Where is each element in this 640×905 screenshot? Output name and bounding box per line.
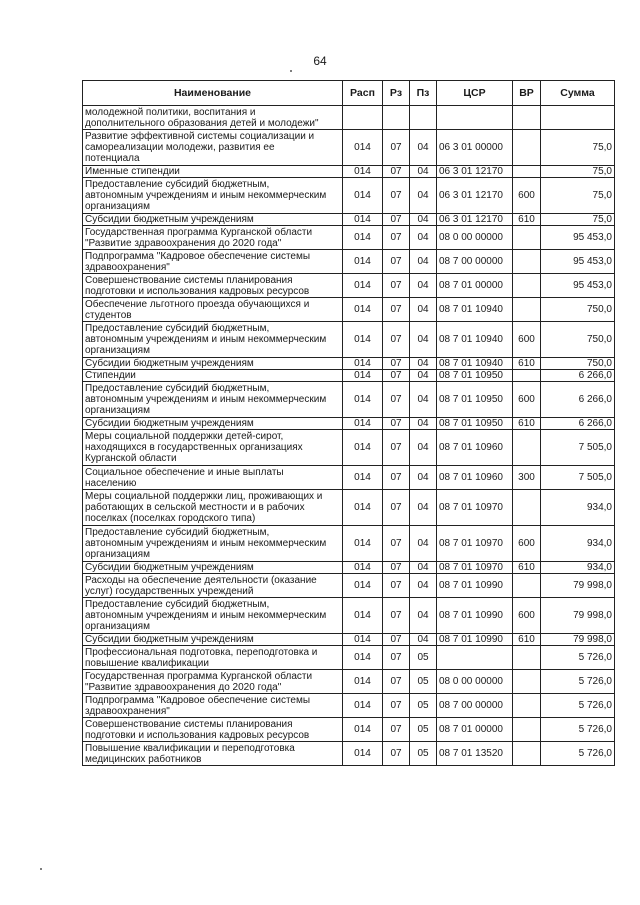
cell-name: Повышение квалификации и переподготовка медицинских работников: [83, 742, 343, 766]
cell-vr: 610: [513, 214, 541, 226]
cell-rz: 07: [383, 670, 410, 694]
cell-vr: 610: [513, 418, 541, 430]
table-row: [83, 526, 615, 562]
cell-rz: 07: [383, 598, 410, 634]
cell-pz: 04: [410, 562, 437, 574]
cell-pz: 04: [410, 574, 437, 598]
cell-vr: 600: [513, 598, 541, 634]
cell-rasp: 014: [343, 634, 383, 646]
cell-csr: 08 7 00 00000: [437, 250, 513, 274]
cell-pz: 04: [410, 490, 437, 526]
cell-pz: 05: [410, 694, 437, 718]
table-row: [83, 358, 615, 370]
cell-rz: 07: [383, 430, 410, 466]
cell-name: Социальное обеспечение и иные выплаты населению: [83, 466, 343, 490]
cell-sum: 934,0: [541, 526, 615, 562]
cell-vr: [513, 106, 541, 130]
cell-vr: [513, 166, 541, 178]
cell-rz: 07: [383, 358, 410, 370]
cell-csr: 08 7 01 10970: [437, 526, 513, 562]
cell-csr: 08 7 01 10940: [437, 358, 513, 370]
budget-table: [82, 80, 615, 766]
cell-sum: 6 266,0: [541, 382, 615, 418]
table-row: [83, 562, 615, 574]
cell-pz: 04: [410, 214, 437, 226]
table-row: [83, 322, 615, 358]
cell-name: Предоставление субсидий бюджетным, автономным учреждениям и иным некоммерческим организациям: [83, 322, 343, 358]
cell-csr: 08 0 00 00000: [437, 670, 513, 694]
column-header-csr: ЦСР: [437, 81, 513, 106]
cell-rz: 07: [383, 526, 410, 562]
cell-csr: 08 7 01 00000: [437, 718, 513, 742]
cell-csr: 08 7 01 10960: [437, 430, 513, 466]
cell-name: Предоставление субсидий бюджетным, автономным учреждениям и иным некоммерческим организациям: [83, 178, 343, 214]
table-header: [83, 81, 615, 106]
cell-rz: 07: [383, 694, 410, 718]
cell-name: Предоставление субсидий бюджетным, автономным учреждениям и иным некоммерческим организациям: [83, 526, 343, 562]
column-header-sum: Сумма: [541, 81, 615, 106]
cell-csr: 08 7 01 10990: [437, 598, 513, 634]
table-row: [83, 466, 615, 490]
cell-pz: 04: [410, 430, 437, 466]
table-row: [83, 742, 615, 766]
cell-vr: 610: [513, 634, 541, 646]
table-row: [83, 646, 615, 670]
cell-csr: 08 7 01 13520: [437, 742, 513, 766]
cell-rasp: 014: [343, 562, 383, 574]
cell-name: Предоставление субсидий бюджетным, автономным учреждениям и иным некоммерческим организациям: [83, 382, 343, 418]
cell-csr: [437, 106, 513, 130]
cell-sum: [541, 106, 615, 130]
cell-pz: [410, 106, 437, 130]
cell-vr: [513, 274, 541, 298]
cell-pz: 04: [410, 226, 437, 250]
cell-rasp: 014: [343, 742, 383, 766]
table-row: [83, 634, 615, 646]
cell-pz: 04: [410, 298, 437, 322]
cell-pz: 04: [410, 526, 437, 562]
cell-rz: 07: [383, 418, 410, 430]
cell-rz: 07: [383, 490, 410, 526]
cell-name: Расходы на обеспечение деятельности (оказание услуг) государственных учреждений: [83, 574, 343, 598]
cell-rz: 07: [383, 250, 410, 274]
table-row: [83, 694, 615, 718]
cell-vr: 600: [513, 322, 541, 358]
table-row: [83, 250, 615, 274]
cell-rz: 07: [383, 718, 410, 742]
cell-name: Подпрограмма "Кадровое обеспечение системы здравоохранения": [83, 250, 343, 274]
cell-csr: 06 3 01 12170: [437, 178, 513, 214]
cell-rz: 07: [383, 214, 410, 226]
cell-csr: 08 7 01 10950: [437, 382, 513, 418]
cell-rz: 07: [383, 226, 410, 250]
cell-rz: 07: [383, 322, 410, 358]
cell-pz: 04: [410, 370, 437, 382]
column-header-rasp: Расп: [343, 81, 383, 106]
table-row: [83, 670, 615, 694]
table-row: [83, 166, 615, 178]
cell-rz: 07: [383, 130, 410, 166]
cell-csr: 08 7 01 10990: [437, 574, 513, 598]
table-row: [83, 370, 615, 382]
cell-rasp: 014: [343, 430, 383, 466]
cell-rz: 07: [383, 634, 410, 646]
cell-pz: 04: [410, 166, 437, 178]
cell-rz: [383, 106, 410, 130]
cell-rasp: 014: [343, 694, 383, 718]
cell-vr: [513, 694, 541, 718]
cell-rz: 07: [383, 166, 410, 178]
cell-csr: 08 0 00 00000: [437, 226, 513, 250]
cell-vr: 610: [513, 562, 541, 574]
cell-rasp: 014: [343, 322, 383, 358]
scan-speck: [290, 70, 292, 72]
cell-name: Предоставление субсидий бюджетным, автономным учреждениям и иным некоммерческим организациям: [83, 598, 343, 634]
cell-csr: 08 7 01 10990: [437, 634, 513, 646]
cell-rasp: 014: [343, 574, 383, 598]
cell-rz: 07: [383, 370, 410, 382]
cell-vr: 600: [513, 382, 541, 418]
cell-sum: 750,0: [541, 358, 615, 370]
cell-sum: 750,0: [541, 298, 615, 322]
cell-rasp: 014: [343, 466, 383, 490]
cell-vr: [513, 370, 541, 382]
cell-pz: 04: [410, 250, 437, 274]
cell-csr: 08 7 01 10950: [437, 418, 513, 430]
cell-vr: [513, 646, 541, 670]
cell-name: Субсидии бюджетным учреждениям: [83, 634, 343, 646]
cell-vr: 600: [513, 526, 541, 562]
cell-csr: 06 3 01 00000: [437, 130, 513, 166]
cell-vr: [513, 574, 541, 598]
cell-pz: 04: [410, 130, 437, 166]
cell-sum: 79 998,0: [541, 634, 615, 646]
cell-pz: 04: [410, 274, 437, 298]
cell-csr: 08 7 00 00000: [437, 694, 513, 718]
cell-rasp: 014: [343, 670, 383, 694]
cell-name: Стипендии: [83, 370, 343, 382]
cell-vr: 600: [513, 178, 541, 214]
cell-pz: 04: [410, 418, 437, 430]
cell-pz: 04: [410, 634, 437, 646]
cell-pz: 05: [410, 646, 437, 670]
cell-csr: 08 7 01 10940: [437, 322, 513, 358]
cell-rasp: 014: [343, 130, 383, 166]
cell-name: Государственная программа Курганской области "Развитие здравоохранения до 2020 года": [83, 226, 343, 250]
cell-sum: 75,0: [541, 130, 615, 166]
table-row: [83, 490, 615, 526]
cell-name: молодежной политики, воспитания и дополнительного образования детей и молодежи": [83, 106, 343, 130]
cell-name: Субсидии бюджетным учреждениям: [83, 358, 343, 370]
cell-name: Подпрограмма "Кадровое обеспечение системы здравоохранения": [83, 694, 343, 718]
cell-csr: 08 7 01 00000: [437, 274, 513, 298]
cell-rasp: 014: [343, 598, 383, 634]
cell-sum: 75,0: [541, 166, 615, 178]
table-row: [83, 298, 615, 322]
cell-rasp: 014: [343, 226, 383, 250]
cell-rz: 07: [383, 382, 410, 418]
cell-csr: 08 7 01 10940: [437, 298, 513, 322]
cell-pz: 04: [410, 598, 437, 634]
cell-csr: 06 3 01 12170: [437, 214, 513, 226]
cell-sum: 7 505,0: [541, 430, 615, 466]
cell-name: Обеспечение льготного проезда обучающихся и студентов: [83, 298, 343, 322]
cell-pz: 05: [410, 742, 437, 766]
cell-sum: 95 453,0: [541, 274, 615, 298]
cell-sum: 75,0: [541, 214, 615, 226]
cell-pz: 04: [410, 178, 437, 214]
cell-rasp: 014: [343, 358, 383, 370]
column-header-vr: ВР: [513, 81, 541, 106]
cell-name: Развитие эффективной системы социализации и самореализации молодежи, развития ее потенциала: [83, 130, 343, 166]
cell-name: Профессиональная подготовка, переподготовка и повышение квалификации: [83, 646, 343, 670]
cell-name: Субсидии бюджетным учреждениям: [83, 214, 343, 226]
cell-rz: 07: [383, 298, 410, 322]
table-row: [83, 130, 615, 166]
cell-sum: 750,0: [541, 322, 615, 358]
cell-rasp: 014: [343, 382, 383, 418]
cell-csr: 08 7 01 10970: [437, 562, 513, 574]
table-row: [83, 718, 615, 742]
column-header-rz: Рз: [383, 81, 410, 106]
cell-name: Субсидии бюджетным учреждениям: [83, 562, 343, 574]
cell-pz: 04: [410, 382, 437, 418]
cell-name: Государственная программа Курганской области "Развитие здравоохранения до 2020 года": [83, 670, 343, 694]
cell-rasp: 014: [343, 646, 383, 670]
cell-vr: [513, 718, 541, 742]
cell-pz: 04: [410, 322, 437, 358]
cell-name: Меры социальной поддержки лиц, проживающих и работающих в сельской местности и в рабочих поселках (поселках городского типа): [83, 490, 343, 526]
cell-rz: 07: [383, 466, 410, 490]
cell-rz: 07: [383, 574, 410, 598]
cell-sum: 7 505,0: [541, 466, 615, 490]
scan-speck: [40, 868, 42, 870]
cell-rasp: 014: [343, 274, 383, 298]
cell-sum: 6 266,0: [541, 418, 615, 430]
cell-sum: 5 726,0: [541, 718, 615, 742]
cell-vr: [513, 490, 541, 526]
cell-pz: 05: [410, 718, 437, 742]
cell-vr: [513, 250, 541, 274]
cell-sum: 5 726,0: [541, 694, 615, 718]
cell-pz: 05: [410, 670, 437, 694]
cell-rasp: [343, 106, 383, 130]
column-header-pz: Пз: [410, 81, 437, 106]
cell-rasp: 014: [343, 526, 383, 562]
cell-sum: 79 998,0: [541, 598, 615, 634]
cell-rasp: 014: [343, 418, 383, 430]
cell-rz: 07: [383, 274, 410, 298]
page-number: 64: [313, 54, 327, 68]
cell-vr: [513, 226, 541, 250]
cell-sum: 5 726,0: [541, 742, 615, 766]
table-row: [83, 418, 615, 430]
cell-name: Именные стипендии: [83, 166, 343, 178]
cell-sum: 934,0: [541, 562, 615, 574]
cell-sum: 75,0: [541, 178, 615, 214]
cell-pz: 04: [410, 466, 437, 490]
cell-sum: 5 726,0: [541, 670, 615, 694]
column-header-name: Наименование: [83, 81, 343, 106]
cell-rasp: 014: [343, 370, 383, 382]
header-row: [83, 81, 615, 106]
cell-rasp: 014: [343, 214, 383, 226]
table-row: [83, 178, 615, 214]
table-row: [83, 274, 615, 298]
cell-csr: 08 7 01 10950: [437, 370, 513, 382]
cell-name: Совершенствование системы планирования подготовки и использования кадровых ресурсов: [83, 274, 343, 298]
cell-sum: 79 998,0: [541, 574, 615, 598]
cell-sum: 5 726,0: [541, 646, 615, 670]
cell-csr: 08 7 01 10970: [437, 490, 513, 526]
cell-csr: 08 7 01 10960: [437, 466, 513, 490]
cell-sum: 95 453,0: [541, 250, 615, 274]
cell-rasp: 014: [343, 166, 383, 178]
cell-rasp: 014: [343, 250, 383, 274]
table-row: [83, 106, 615, 130]
cell-vr: [513, 130, 541, 166]
table-row: [83, 574, 615, 598]
cell-rz: 07: [383, 646, 410, 670]
cell-sum: 95 453,0: [541, 226, 615, 250]
cell-rz: 07: [383, 178, 410, 214]
table-row: [83, 382, 615, 418]
cell-name: Меры социальной поддержки детей-сирот, находящихся в государственных организациях Курганской области: [83, 430, 343, 466]
cell-rz: 07: [383, 562, 410, 574]
cell-vr: [513, 430, 541, 466]
cell-vr: [513, 298, 541, 322]
cell-name: Совершенствование системы планирования подготовки и использования кадровых ресурсов: [83, 718, 343, 742]
cell-csr: [437, 646, 513, 670]
cell-vr: 610: [513, 358, 541, 370]
table-body: [83, 106, 615, 766]
cell-vr: 300: [513, 466, 541, 490]
cell-csr: 06 3 01 12170: [437, 166, 513, 178]
cell-name: Субсидии бюджетным учреждениям: [83, 418, 343, 430]
cell-rasp: 014: [343, 178, 383, 214]
table-row: [83, 214, 615, 226]
cell-rasp: 014: [343, 298, 383, 322]
cell-sum: 934,0: [541, 490, 615, 526]
cell-rasp: 014: [343, 490, 383, 526]
cell-rasp: 014: [343, 718, 383, 742]
table-row: [83, 598, 615, 634]
table-row: [83, 430, 615, 466]
cell-vr: [513, 742, 541, 766]
table-row: [83, 226, 615, 250]
cell-sum: 6 266,0: [541, 370, 615, 382]
cell-vr: [513, 670, 541, 694]
cell-pz: 04: [410, 358, 437, 370]
cell-rz: 07: [383, 742, 410, 766]
